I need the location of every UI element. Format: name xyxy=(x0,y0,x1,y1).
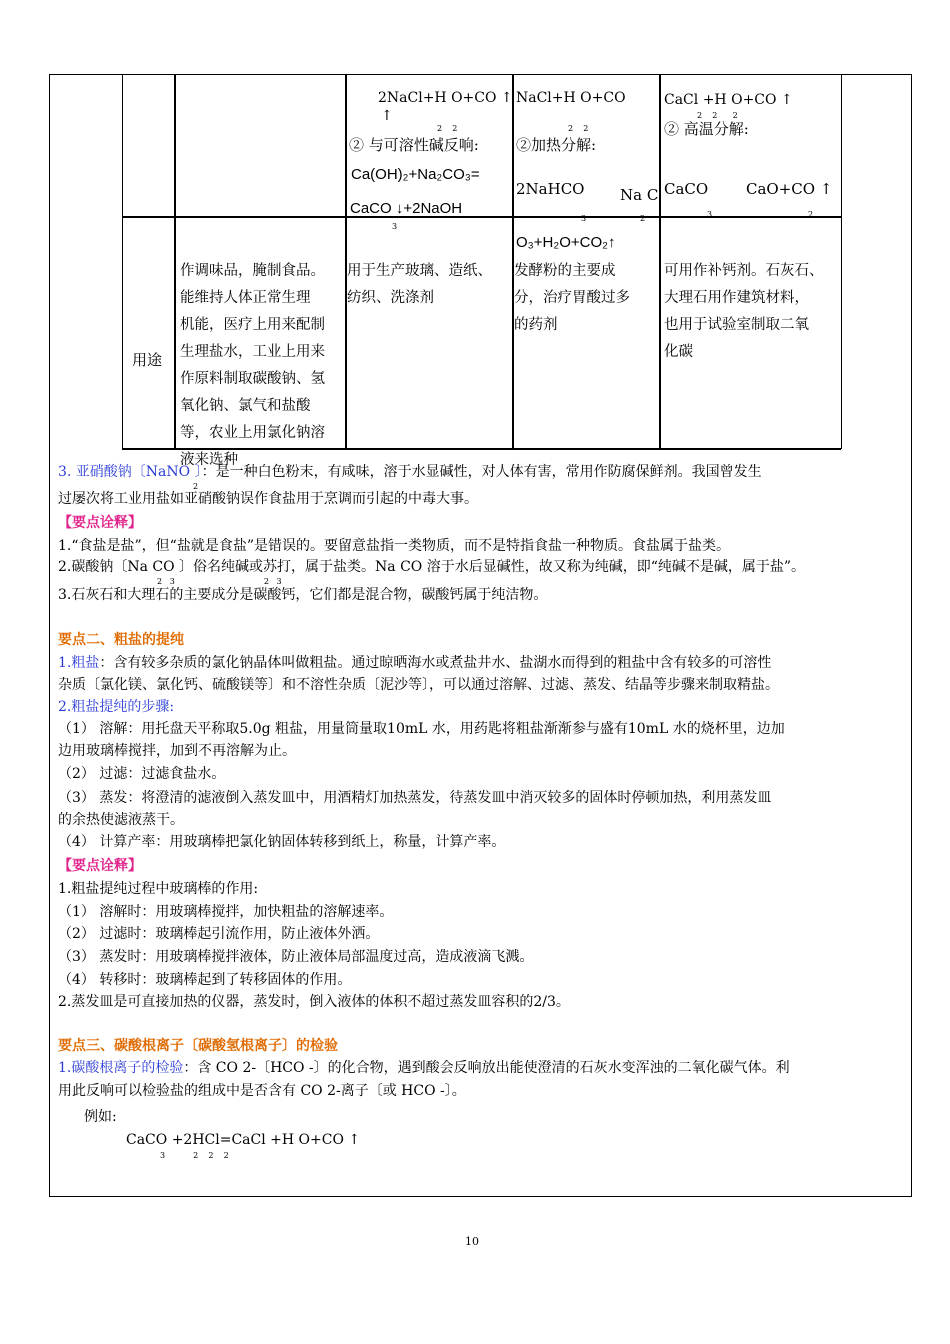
note-glass-rod-2: （2） 过滤时：玻璃棒起引流作用，防止液体外洒。 xyxy=(58,926,380,942)
step-3-cont: 的余热使滤液蒸干。 xyxy=(58,812,184,828)
step-4: （4） 计算产率：用玻璃棒把氯化钠固体转移到纸上，称量，计算产率。 xyxy=(58,834,506,850)
page-number: 10 xyxy=(465,1235,479,1248)
nitrite-text: ：是一种白色粉末，有咸味，溶于水显碱性，对人体有害，常用作防腐保鲜剂。我国曾发生 xyxy=(201,464,762,480)
crude-salt-text: ：含有较多杂质的氯化钠晶体叫做粗盐。通过晾晒海水或煮盐井水、盐湖水而得到的粗盐中含有较多的可溶性 xyxy=(99,655,772,671)
note-evaporating-dish: 2.蒸发皿是可直接加热的仪器，蒸发时，倒入液体的体积不超过蒸发皿容积的2/3。 xyxy=(58,994,570,1010)
usage-line: 等，农业上用氯化钠溶 xyxy=(180,425,325,441)
cell-text: NaCl+H O+CO xyxy=(516,90,626,106)
row-label: 用途 xyxy=(132,351,163,369)
notes-title: 【要点诠释】 xyxy=(58,515,142,531)
note-glass-rod-3: （3） 蒸发时：用玻璃棒搅拌液体，防止液体局部温度过高，造成液滴飞溅。 xyxy=(58,949,534,965)
note-3: 3.石灰石和大理石的主要成分是碳酸钙，它们都是混合物，碳酸钙属于纯洁物。 xyxy=(58,587,548,603)
cell-subscript: 2 xyxy=(808,210,814,219)
section-title: 要点二、粗盐的提纯 xyxy=(58,632,184,648)
cell-text: ②加热分解: xyxy=(516,136,597,154)
cell-text: ↑ xyxy=(381,108,393,124)
step-3: （3） 蒸发：将澄清的滤液倒入蒸发皿中，用酒精灯加热蒸发，待蒸发皿中消灭较多的固体时停顿加热，利用蒸发皿 xyxy=(58,790,772,806)
usage-line: 氧化钠、氯气和盐酸 xyxy=(180,398,311,414)
note-2-subscripts: 2 3 2 3 xyxy=(157,577,282,586)
carbonate-test-text-2: 用此反响可以检验盐的组成中是否含有 CO 2-离子〔或 HCO -〕。 xyxy=(58,1083,466,1099)
step-2: （2） 过滤：过滤食盐水。 xyxy=(58,766,226,782)
usage-line: 可用作补钙剂。石灰石、 xyxy=(664,263,824,279)
section-title: 要点三、碳酸根离子〔碳酸氢根离子〕的检验 xyxy=(58,1038,338,1054)
example-equation-subscripts: 3 2 2 2 xyxy=(160,1151,229,1160)
usage-line: 也用于试验室制取二氧 xyxy=(664,317,809,333)
crude-salt-label: 1.粗盐 xyxy=(58,655,100,671)
cell-text: 2NaCl+H O+CO ↑ xyxy=(378,90,513,106)
usage-line: 液来选种 xyxy=(180,452,238,468)
cell-text: O₃+H₂O+CO₂↑ xyxy=(516,234,616,251)
step-1-cont: 边用玻璃棒搅拌，加到不再溶解为止。 xyxy=(58,743,296,759)
note-1: 1.“食盐是盐”，但“盐就是食盐”是错误的。要留意盐指一类物质，而不是特指食盐一种物质。食盐属于盐类。 xyxy=(58,538,730,554)
nitrite-subscript: 2 xyxy=(193,482,199,491)
cell-text: ② 与可溶性碱反响: xyxy=(349,136,479,154)
carbonate-test-label: 1.碳酸根离子的检验 xyxy=(58,1060,184,1076)
cell-subscript: 3 xyxy=(707,210,713,219)
cell-subscript: 2 2 xyxy=(437,124,458,133)
nitrite-label: 3. 亚硝酸钠〔NaNO 〕 xyxy=(58,464,202,480)
cell-text: 2NaHCO xyxy=(516,180,585,198)
usage-line: 生理盐水，工业上用来 xyxy=(180,344,325,360)
usage-line: 化碳 xyxy=(664,344,693,360)
cell-text: CaCO xyxy=(664,180,709,198)
table-col-divider xyxy=(174,75,176,449)
usage-line: 用于生产玻璃、造纸、 xyxy=(347,263,492,279)
cell-text: Ca(OH)₂+Na₂CO₃= xyxy=(351,166,480,183)
table-col-divider xyxy=(659,75,661,449)
cell-subscript: 2 xyxy=(640,214,646,223)
usage-line: 的药剂 xyxy=(514,317,558,333)
usage-line: 大理石用作建筑材料， xyxy=(664,290,809,306)
carbonate-test-text: ：含 CO 2-〔HCO -〕的化合物，遇到酸会反响放出能使澄清的石灰水变浑浊的二氧化碳气体。利 xyxy=(183,1060,790,1076)
usage-line: 机能，医疗上用来配制 xyxy=(180,317,325,333)
cell-text: ② 高温分解: xyxy=(664,120,749,138)
note-glass-rod: 1.粗盐提纯过程中玻璃棒的作用: xyxy=(58,881,259,897)
cell-text: CaO+CO ↑ xyxy=(746,180,833,198)
table-row-divider xyxy=(122,216,841,218)
note-2: 2.碳酸钠〔Na CO 〕俗名纯碱或苏打，属于盐类。Na CO 溶于水后显碱性，故又称为纯碱，即“纯碱不是碱，属于盐”。 xyxy=(58,559,806,575)
usage-line: 发酵粉的主要成 xyxy=(514,263,616,279)
carbonate-test-paragraph xyxy=(58,1059,790,1077)
note-glass-rod-4: （4） 转移时：玻璃棒起到了转移固体的作用。 xyxy=(58,972,352,988)
cell-text: CaCl +H O+CO ↑ xyxy=(664,92,793,108)
note-glass-rod-1: （1） 溶解时：用玻璃棒搅拌，加快粗盐的溶解速率。 xyxy=(58,904,394,920)
crude-salt-paragraph xyxy=(58,654,771,672)
cell-text: Na C xyxy=(620,186,659,204)
notes-title: 【要点诠释】 xyxy=(58,858,142,874)
steps-label: 2.粗盐提纯的步骤: xyxy=(58,699,175,715)
usage-line: 纺织、洗涤剂 xyxy=(347,290,434,306)
usage-line: 分，治疗胃酸过多 xyxy=(514,290,630,306)
example-label: 例如: xyxy=(84,1109,117,1125)
usage-line: 作调味品，腌制食品。 xyxy=(180,263,325,279)
nitrite-text-2: 过屡次将工业用盐如亚硝酸钠误作食盐用于烹调而引起的中毒大事。 xyxy=(58,491,478,507)
usage-line: 能维持人体正常生理 xyxy=(180,290,311,306)
cell-subscript: 3 xyxy=(392,222,398,231)
cell-text: CaCO ↓+2NaOH xyxy=(350,200,463,217)
cell-subscript: 2 2 2 xyxy=(697,111,738,120)
usage-line: 作原料制取碳酸钠、氢 xyxy=(180,371,325,387)
cell-subscript: 2 2 xyxy=(568,124,589,133)
step-1: （1） 溶解：用托盘天平称取5.0g 粗盐，用量筒量取10mL 水，用药匙将粗盐渐渐参与盛有10mL 水的烧杯里，边加 xyxy=(58,721,785,737)
crude-salt-text-2: 杂质〔氯化镁、氯化钙、硫酸镁等〕和不溶性杂质〔泥沙等〕，可以通过溶解、过滤、蒸发、结晶等步骤来制取精盐。 xyxy=(58,677,779,693)
nitrite-paragraph xyxy=(58,463,762,481)
cell-subscript: 3 xyxy=(581,214,587,223)
example-equation: CaCO +2HCl=CaCl +H O+CO ↑ xyxy=(126,1132,361,1148)
